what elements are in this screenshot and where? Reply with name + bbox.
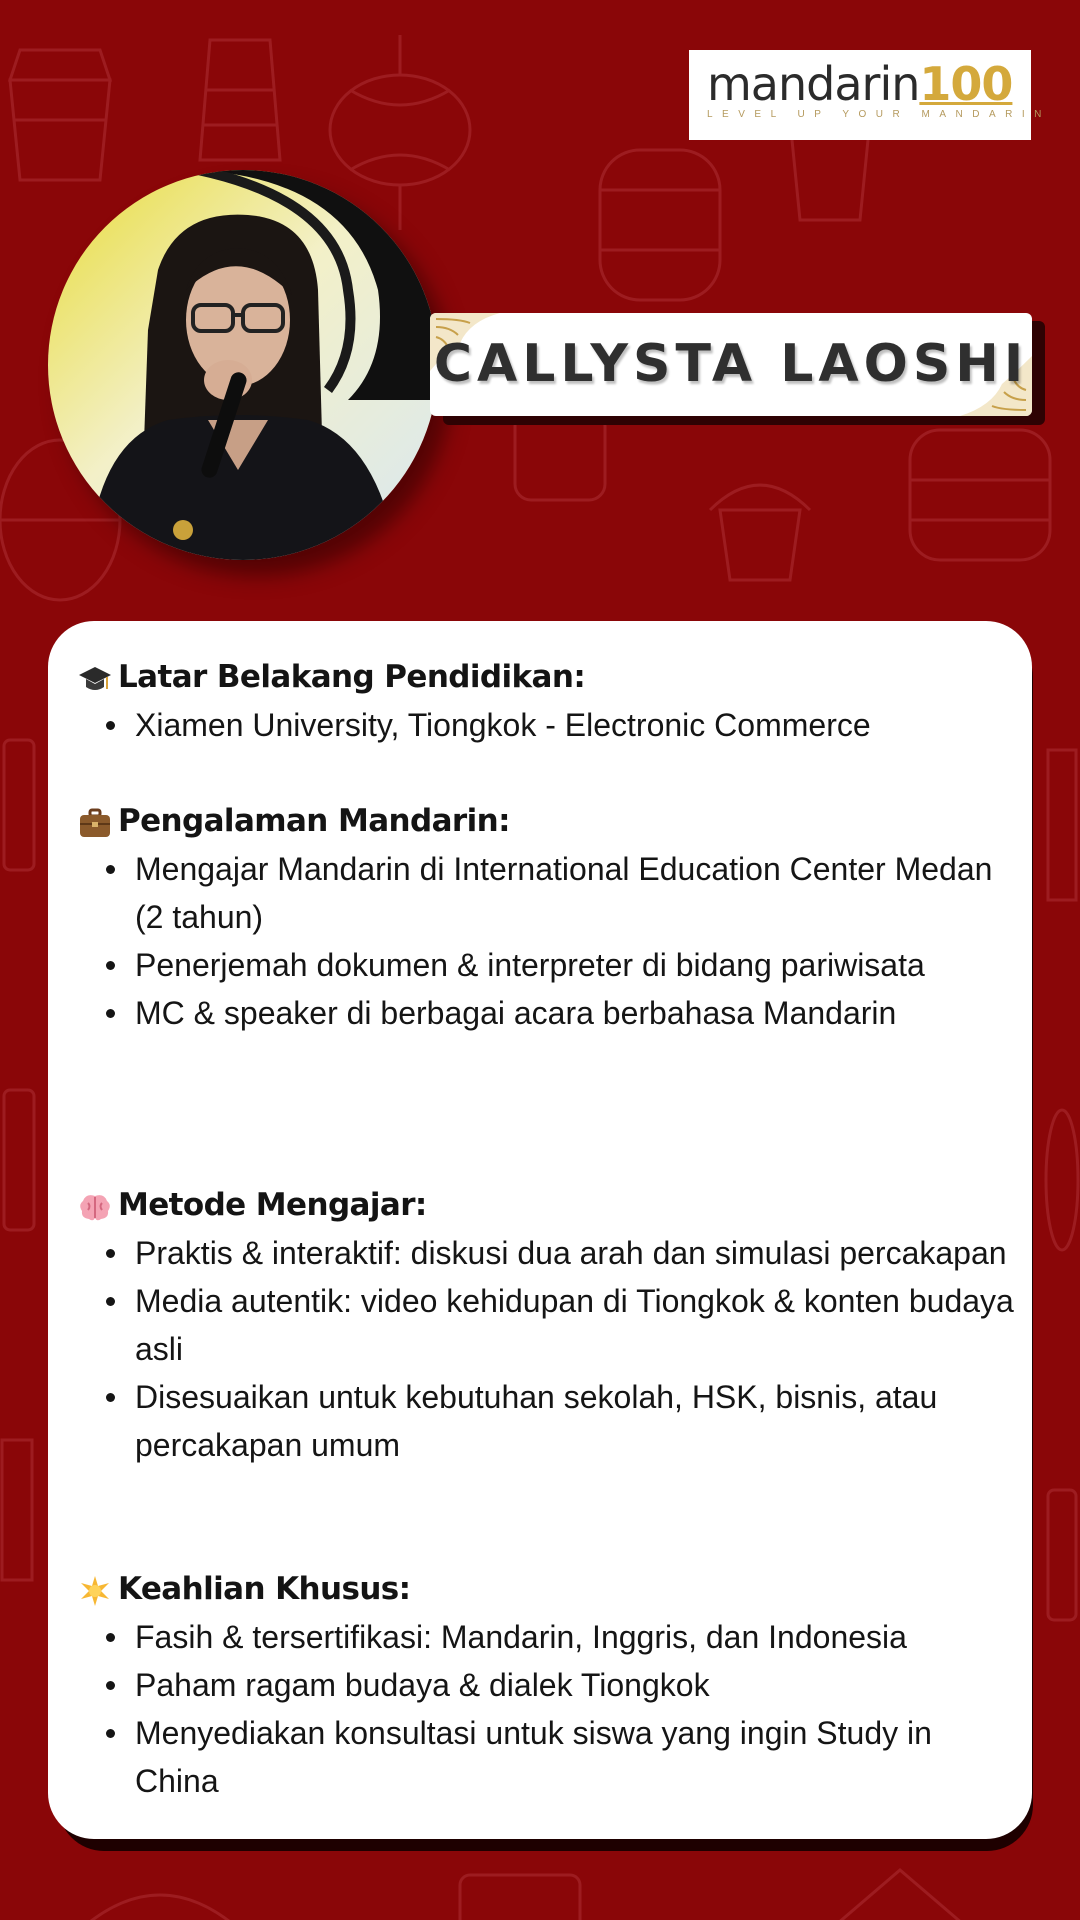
logo-tagline: LEVEL UP YOUR MANDARIN bbox=[707, 109, 1051, 120]
list-item: Paham ragam budaya & dialek Tiongkok bbox=[78, 1661, 1018, 1709]
profile-card bbox=[48, 621, 1032, 1839]
list-item: Xiamen University, Tiongkok - Electronic Commerce bbox=[78, 701, 1018, 749]
section-special-skills bbox=[78, 1565, 1018, 1805]
list-item: MC & speaker di berbagai acara berbahasa Mandarin bbox=[78, 989, 1018, 1037]
teacher-photo bbox=[48, 170, 438, 560]
brain-icon bbox=[78, 1191, 112, 1223]
logo-wordmark: mandarin100 bbox=[707, 57, 1013, 111]
graduation-cap-icon bbox=[78, 663, 112, 695]
star-icon bbox=[78, 1575, 112, 1607]
list-item: Disesuaikan untuk kebutuhan sekolah, HSK, bisnis, atau percakapan umum bbox=[78, 1373, 1018, 1469]
list-item: Mengajar Mandarin di International Education Center Medan (2 tahun) bbox=[78, 845, 1018, 941]
section-education bbox=[78, 653, 1018, 749]
list-item: Media autentik: video kehidupan di Tiongkok & konten budaya asli bbox=[78, 1277, 1018, 1373]
section-teaching-method bbox=[78, 1181, 1018, 1469]
teacher-name: CALLYSTA LAOSHI bbox=[433, 334, 1029, 394]
list-item: Fasih & tersertifikasi: Mandarin, Inggris, dan Indonesia bbox=[78, 1613, 1018, 1661]
section-heading: Latar Belakang Pendidikan: bbox=[78, 653, 1018, 701]
section-experience bbox=[78, 797, 1018, 1037]
list-item: Penerjemah dokumen & interpreter di bidang pariwisata bbox=[78, 941, 1018, 989]
section-heading: Metode Mengajar: bbox=[78, 1181, 1018, 1229]
brand-logo bbox=[689, 50, 1051, 140]
briefcase-icon bbox=[78, 807, 112, 839]
section-heading: Keahlian Khusus: bbox=[78, 1565, 1018, 1613]
name-banner bbox=[430, 313, 1032, 416]
list-item: Menyediakan konsultasi untuk siswa yang ingin Study in China bbox=[78, 1709, 1018, 1805]
list-item: Praktis & interaktif: diskusi dua arah dan simulasi percakapan bbox=[78, 1229, 1018, 1277]
section-heading: Pengalaman Mandarin: bbox=[78, 797, 1018, 845]
